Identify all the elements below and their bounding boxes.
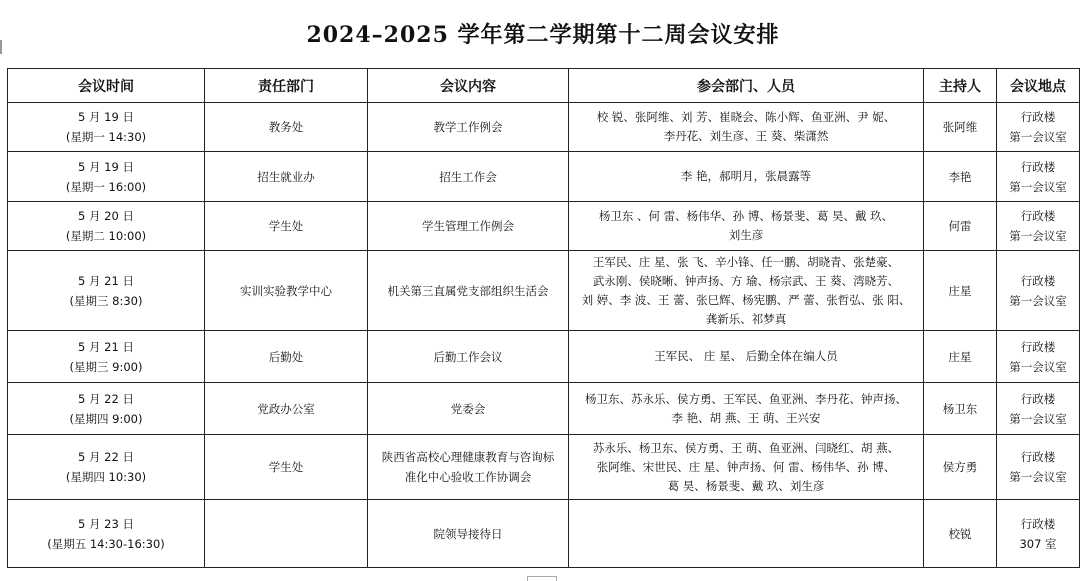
header-meeting-time: 会议时间	[8, 69, 205, 103]
participants-line: 李 艳，郝明月，张晨露等	[680, 169, 812, 183]
cell-host: 张阿维	[924, 103, 997, 152]
cell-responsible-dept: 学生处	[205, 202, 368, 251]
participants-line: 杨卫东 、何 雷、杨伟华、孙 博、杨景斐、葛 昊、戴 玖、	[598, 209, 894, 223]
table-row	[8, 435, 1080, 500]
location-line: 行政楼	[1020, 159, 1056, 174]
location-line: 第一会议室	[1009, 293, 1067, 308]
cell-participants	[569, 103, 924, 152]
participants-line: 王军民、庄 星、张 飞、辛小锋、任一鹏、胡晓青、张楚豪、	[592, 254, 900, 269]
cell-host: 李艳	[924, 152, 997, 202]
cell-host: 侯方勇	[924, 435, 997, 500]
meeting-schedule-table	[7, 68, 1080, 568]
location-line: 行政楼	[1020, 391, 1056, 406]
header-location: 会议地点	[997, 69, 1080, 103]
meeting-time-line: (星期三 9:00)	[69, 359, 143, 374]
meeting-time-line: (星期一 14:30)	[65, 130, 147, 144]
cell-meeting-time	[8, 251, 205, 331]
cell-location	[997, 202, 1080, 251]
cell-meeting-time	[8, 103, 205, 152]
meeting-time-line: 5 月 23 日	[78, 516, 134, 531]
meeting-time-line: (星期三 8:30)	[69, 293, 143, 308]
cell-meeting-content	[368, 251, 569, 331]
meeting-content-line: 机关第三直属党支部组织生活会	[387, 283, 549, 298]
participants-line: 龚新乐、祁梦真	[705, 311, 787, 326]
meeting-content-line: 准化中心验收工作协调会	[404, 470, 532, 484]
cell-responsible-dept: 教务处	[205, 103, 368, 152]
location-line: 行政楼	[1020, 339, 1056, 354]
cell-participants	[569, 435, 924, 500]
cell-responsible-dept: 招生就业办	[205, 152, 368, 202]
cell-meeting-content	[368, 202, 569, 251]
table-row	[8, 103, 1080, 152]
cell-meeting-time	[8, 331, 205, 383]
cell-responsible-dept: 学生处	[205, 435, 368, 500]
cell-meeting-content	[368, 331, 569, 383]
cell-participants	[569, 383, 924, 435]
cell-location	[997, 435, 1080, 500]
cell-responsible-dept	[205, 500, 368, 568]
location-line: 行政楼	[1020, 209, 1056, 223]
table-row	[8, 202, 1080, 251]
cell-participants	[569, 202, 924, 251]
cell-meeting-content	[368, 103, 569, 152]
cell-host: 何雷	[924, 202, 997, 251]
table-row	[8, 383, 1080, 435]
meeting-time-line: (星期四 9:00)	[69, 411, 143, 426]
participants-line: 刘生彦	[728, 228, 764, 242]
location-line: 第一会议室	[1009, 229, 1067, 243]
cell-meeting-content	[368, 500, 569, 568]
cell-participants	[569, 152, 924, 202]
meeting-time-line: 5 月 21 日	[78, 273, 134, 288]
meeting-content-line: 陕西省高校心理健康教育与咨询标	[381, 450, 555, 464]
cell-host: 校锐	[924, 500, 997, 568]
cell-location	[997, 152, 1080, 202]
bottom-scroll-marker	[527, 576, 557, 581]
meeting-content-line: 后勤工作会议	[433, 349, 503, 364]
cell-meeting-content	[368, 383, 569, 435]
cell-host: 庄星	[924, 331, 997, 383]
header-responsible-dept: 责任部门	[205, 69, 368, 103]
meeting-time-line: 5 月 20 日	[78, 209, 134, 223]
location-line: 第一会议室	[1009, 130, 1067, 144]
participants-line: 葛 昊、杨景斐、戴 玖、刘生彦	[667, 478, 825, 493]
page-title: 2024–2025 学年第二学期第十二周会议安排	[306, 22, 780, 48]
cell-location	[997, 331, 1080, 383]
location-line: 行政楼	[1020, 273, 1056, 288]
participants-line: 王军民、 庄 星、 后勤全体在编人员	[654, 349, 838, 363]
meeting-time-line: 5 月 19 日	[78, 159, 134, 174]
cell-responsible-dept: 实训实验教学中心	[205, 251, 368, 331]
meeting-content-line: 学生管理工作例会	[422, 219, 514, 233]
cell-participants	[569, 500, 924, 568]
meeting-time-line: 5 月 21 日	[78, 339, 134, 354]
meeting-time-line: (星期一 16:00)	[65, 179, 147, 194]
meeting-content-line: 院领导接待日	[433, 526, 503, 541]
location-line: 第一会议室	[1009, 179, 1067, 194]
table-row	[8, 152, 1080, 202]
header-participants: 参会部门、人员	[569, 69, 924, 103]
participants-line: 杨卫东、苏永乐、侯方勇、王军民、鱼亚洲、李丹花、钟声扬、	[585, 391, 907, 406]
cell-host: 庄星	[924, 251, 997, 331]
cell-meeting-time	[8, 500, 205, 568]
location-line: 第一会议室	[1009, 411, 1067, 426]
cell-meeting-time	[8, 152, 205, 202]
meeting-time-line: 5 月 22 日	[78, 391, 134, 406]
cell-meeting-time	[8, 383, 205, 435]
participants-line: 校 锐、张阿维、刘 芳、崔晓会、陈小辉、鱼亚洲、尹 妮、	[596, 110, 896, 124]
meeting-time-line: (星期五 14:30-16:30)	[47, 536, 165, 551]
meeting-content-line: 招生工作会	[439, 169, 497, 184]
location-line: 行政楼	[1020, 450, 1056, 464]
participants-line: 武永刚、侯晓晰、钟声扬、方 瑜、杨宗武、王 葵、湾晓芳、	[592, 273, 900, 288]
meeting-time-line: 5 月 19 日	[78, 110, 134, 124]
participants-line: 苏永乐、杨卫东、侯方勇、王 萌、鱼亚洲、闫晓红、胡 燕、	[592, 440, 900, 455]
cell-meeting-content	[368, 435, 569, 500]
cell-meeting-time	[8, 435, 205, 500]
cell-location	[997, 500, 1080, 568]
meeting-time-line: 5 月 22 日	[78, 450, 134, 464]
meeting-content-line: 党委会	[450, 401, 486, 416]
cell-location	[997, 383, 1080, 435]
cell-responsible-dept: 党政办公室	[205, 383, 368, 435]
cell-meeting-time	[8, 202, 205, 251]
cell-responsible-dept: 后勤处	[205, 331, 368, 383]
participants-line: 李 艳、胡 燕、王 萌、王兴安	[671, 410, 821, 425]
location-line: 行政楼	[1020, 516, 1056, 531]
table-row	[8, 500, 1080, 568]
cell-participants	[569, 251, 924, 331]
cell-meeting-content	[368, 152, 569, 202]
location-line: 307 室	[1019, 536, 1057, 551]
table-header-row	[8, 69, 1080, 103]
table-row	[8, 251, 1080, 331]
header-meeting-content: 会议内容	[368, 69, 569, 103]
location-line: 行政楼	[1020, 110, 1056, 124]
cell-participants	[569, 331, 924, 383]
meeting-time-line: (星期二 10:00)	[65, 229, 147, 243]
table-row	[8, 331, 1080, 383]
cell-location	[997, 103, 1080, 152]
cell-location	[997, 251, 1080, 331]
cell-host: 杨卫东	[924, 383, 997, 435]
location-line: 第一会议室	[1009, 470, 1067, 484]
participants-line: 刘 婷、李 波、王 蕾、张巳辉、杨宪鹏、严 蕾、张哲弘、张 阳、	[581, 292, 911, 307]
location-line: 第一会议室	[1009, 359, 1067, 374]
meeting-content-line: 教学工作例会	[433, 120, 503, 134]
header-host: 主持人	[924, 69, 997, 103]
participants-line: 张阿维、宋世民、庄 星、钟声扬、何 雷、杨伟华、孙 博、	[596, 459, 896, 474]
participants-line: 李丹花、刘生彦、王 葵、柴潇然	[663, 129, 829, 143]
meeting-time-line: (星期四 10:30)	[65, 470, 147, 484]
